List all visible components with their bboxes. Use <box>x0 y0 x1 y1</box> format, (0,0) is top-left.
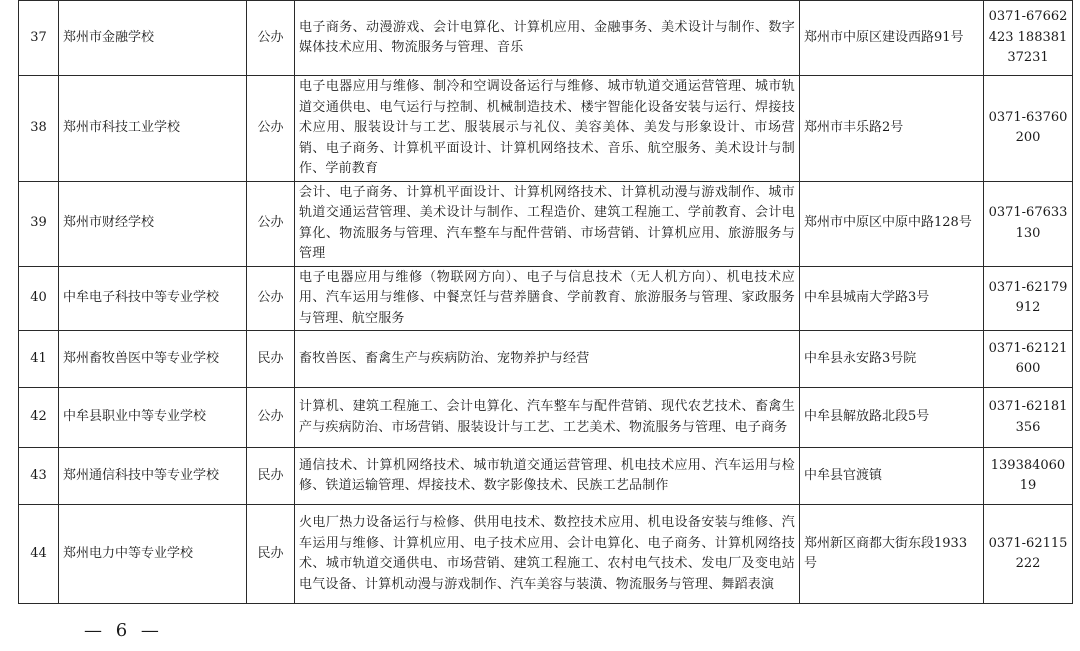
school-name: 郑州市金融学校 <box>59 1 247 76</box>
row-number: 37 <box>19 1 59 76</box>
school-address: 郑州市中原区中原中路128号 <box>800 181 984 266</box>
school-type: 公办 <box>247 266 295 331</box>
school-majors: 畜牧兽医、畜禽生产与疾病防治、宠物养护与经营 <box>295 331 800 388</box>
school-type: 公办 <box>247 1 295 76</box>
school-phone: 0371-63760200 <box>984 76 1073 182</box>
school-majors: 会计、电子商务、计算机平面设计、计算机网络技术、计算机动漫与游戏制作、城市轨道交通运营管理、美术设计与制作、工程造价、建筑工程施工、学前教育、会计电算化、物流服务与管理、汽车整车与配件营销、市场营销、计算机应用、旅游服务与管理 <box>295 181 800 266</box>
school-type: 民办 <box>247 505 295 604</box>
school-type: 公办 <box>247 76 295 182</box>
school-name: 郑州市科技工业学校 <box>59 76 247 182</box>
school-majors: 电子电器应用与维修、制冷和空调设备运行与维修、城市轨道交通运营管理、城市轨道交通供电、电气运行与控制、机械制造技术、楼宇智能化设备安装与运行、焊接技术应用、服装设计与工艺、服装展示与礼仪、美容美体、美发与形象设计、市场营销、电子商务、计算机平面设计、计算机网络技术、音乐、航空服务、美术设计与制作、学前教育 <box>295 76 800 182</box>
row-number: 41 <box>19 331 59 388</box>
row-number: 38 <box>19 76 59 182</box>
school-address: 中牟县永安路3号院 <box>800 331 984 388</box>
school-address: 中牟县城南大学路3号 <box>800 266 984 331</box>
school-phone: 13938406019 <box>984 448 1073 505</box>
school-name: 郑州通信科技中等专业学校 <box>59 448 247 505</box>
school-type: 民办 <box>247 448 295 505</box>
school-majors: 计算机、建筑工程施工、会计电算化、汽车整车与配件营销、现代农艺技术、畜禽生产与疾病防治、市场营销、服装设计与工艺、工艺美术、物流服务与管理、电子商务 <box>295 388 800 448</box>
school-phone: 0371-62179912 <box>984 266 1073 331</box>
row-number: 39 <box>19 181 59 266</box>
table-row <box>19 331 1073 388</box>
school-majors: 电子商务、动漫游戏、会计电算化、计算机应用、金融事务、美术设计与制作、数字媒体技术应用、物流服务与管理、音乐 <box>295 1 800 76</box>
table-row <box>19 388 1073 448</box>
table-row <box>19 448 1073 505</box>
school-address: 中牟县官渡镇 <box>800 448 984 505</box>
table-row <box>19 1 1073 76</box>
school-address: 郑州市丰乐路2号 <box>800 76 984 182</box>
school-phone: 0371-62115222 <box>984 505 1073 604</box>
table-row <box>19 505 1073 604</box>
school-phone: 0371-62121600 <box>984 331 1073 388</box>
school-phone: 0371-67662423 18838137231 <box>984 1 1073 76</box>
school-phone: 0371-67633130 <box>984 181 1073 266</box>
table-row <box>19 76 1073 182</box>
school-majors: 通信技术、计算机网络技术、城市轨道交通运营管理、机电技术应用、汽车运用与检修、铁道运输管理、焊接技术、数字影像技术、民族工艺品制作 <box>295 448 800 505</box>
school-table <box>18 0 1073 604</box>
page-number: — 6 — <box>84 620 163 641</box>
row-number: 43 <box>19 448 59 505</box>
school-type: 公办 <box>247 181 295 266</box>
school-name: 中牟电子科技中等专业学校 <box>59 266 247 331</box>
school-name: 中牟县职业中等专业学校 <box>59 388 247 448</box>
row-number: 44 <box>19 505 59 604</box>
school-address: 中牟县解放路北段5号 <box>800 388 984 448</box>
table-row <box>19 266 1073 331</box>
school-address: 郑州新区商都大街东段1933号 <box>800 505 984 604</box>
school-address: 郑州市中原区建设西路91号 <box>800 1 984 76</box>
row-number: 42 <box>19 388 59 448</box>
school-name: 郑州电力中等专业学校 <box>59 505 247 604</box>
school-name: 郑州市财经学校 <box>59 181 247 266</box>
school-majors: 火电厂热力设备运行与检修、供用电技术、数控技术应用、机电设备安装与维修、汽车运用与维修、计算机应用、电子技术应用、会计电算化、电子商务、计算机网络技术、城市轨道交通供电、市场营销、建筑工程施工、农村电气技术、发电厂及变电站电气设备、计算机动漫与游戏制作、汽车美容与装潢、物流服务与管理、舞蹈表演 <box>295 505 800 604</box>
school-name: 郑州畜牧兽医中等专业学校 <box>59 331 247 388</box>
row-number: 40 <box>19 266 59 331</box>
school-majors: 电子电器应用与维修（物联网方向）、电子与信息技术（无人机方向）、机电技术应用、汽车运用与维修、中餐烹饪与营养膳食、学前教育、旅游服务与管理、家政服务与管理、航空服务 <box>295 266 800 331</box>
school-type: 民办 <box>247 331 295 388</box>
table-row <box>19 181 1073 266</box>
school-type: 公办 <box>247 388 295 448</box>
school-phone: 0371-62181356 <box>984 388 1073 448</box>
